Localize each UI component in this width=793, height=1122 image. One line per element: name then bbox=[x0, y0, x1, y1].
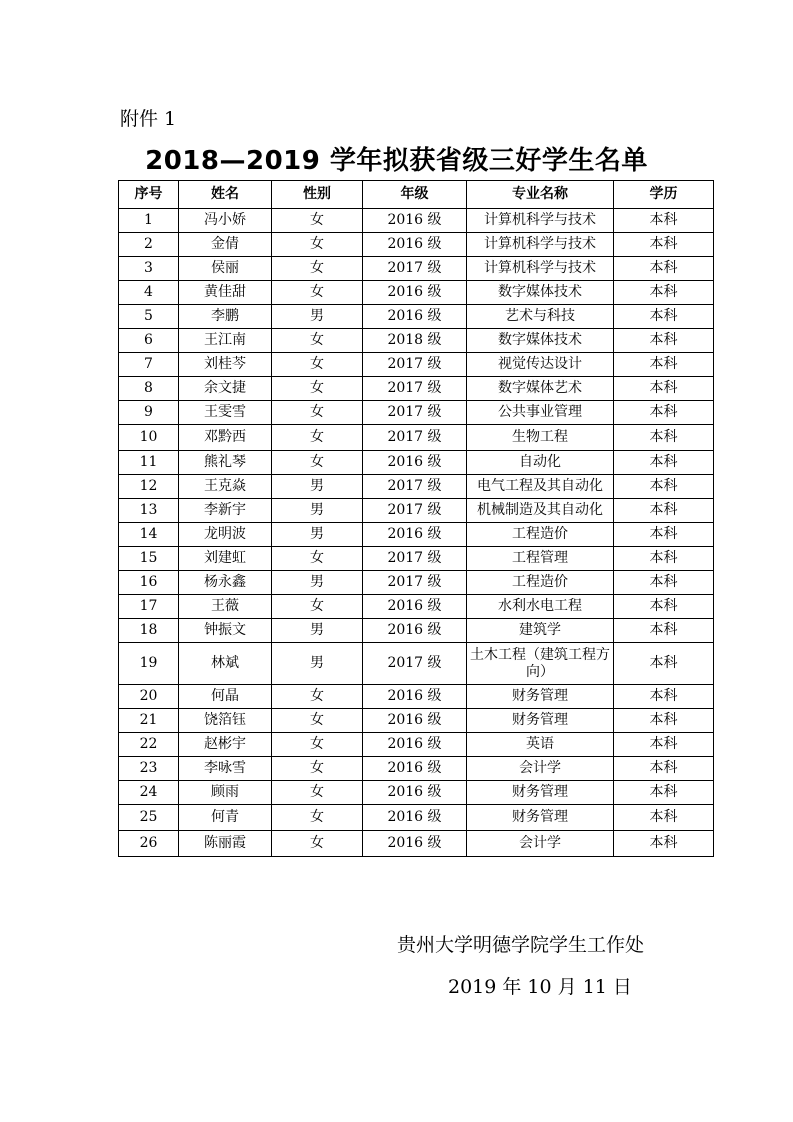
document-title: 2018—2019 学年拟获省级三好学生名单 bbox=[145, 146, 648, 176]
cell-index: 17 bbox=[119, 595, 179, 619]
cell-gender: 女 bbox=[272, 329, 363, 353]
cell-degree: 本科 bbox=[614, 209, 714, 233]
cell-degree: 本科 bbox=[614, 329, 714, 353]
cell-grade: 2016 级 bbox=[363, 805, 467, 831]
cell-index: 7 bbox=[119, 353, 179, 377]
cell-grade: 2016 级 bbox=[363, 281, 467, 305]
cell-index: 25 bbox=[119, 805, 179, 831]
cell-index: 11 bbox=[119, 451, 179, 475]
header-grade: 年级 bbox=[363, 181, 467, 209]
cell-degree: 本科 bbox=[614, 547, 714, 571]
table-row bbox=[119, 709, 714, 733]
cell-index: 5 bbox=[119, 305, 179, 329]
cell-major: 机械制造及其自动化 bbox=[467, 499, 614, 523]
cell-degree: 本科 bbox=[614, 233, 714, 257]
cell-grade: 2016 级 bbox=[363, 595, 467, 619]
cell-major: 公共事业管理 bbox=[467, 401, 614, 425]
table-row bbox=[119, 401, 714, 425]
cell-degree: 本科 bbox=[614, 425, 714, 451]
cell-name: 陈丽霞 bbox=[179, 831, 272, 857]
cell-major: 会计学 bbox=[467, 757, 614, 781]
cell-grade: 2017 级 bbox=[363, 499, 467, 523]
cell-grade: 2017 级 bbox=[363, 547, 467, 571]
cell-gender: 女 bbox=[272, 401, 363, 425]
cell-major: 艺术与科技 bbox=[467, 305, 614, 329]
cell-gender: 女 bbox=[272, 831, 363, 857]
cell-gender: 女 bbox=[272, 685, 363, 709]
cell-index: 22 bbox=[119, 733, 179, 757]
cell-gender: 男 bbox=[272, 571, 363, 595]
table-row bbox=[119, 805, 714, 831]
table-row bbox=[119, 425, 714, 451]
table-body bbox=[119, 209, 714, 857]
cell-degree: 本科 bbox=[614, 401, 714, 425]
cell-gender: 男 bbox=[272, 619, 363, 643]
cell-degree: 本科 bbox=[614, 733, 714, 757]
cell-gender: 男 bbox=[272, 643, 363, 685]
cell-grade: 2016 级 bbox=[363, 233, 467, 257]
cell-major: 数字媒体技术 bbox=[467, 281, 614, 305]
cell-major: 工程造价 bbox=[467, 523, 614, 547]
table-row bbox=[119, 377, 714, 401]
cell-major: 生物工程 bbox=[467, 425, 614, 451]
cell-degree: 本科 bbox=[614, 571, 714, 595]
table-row bbox=[119, 733, 714, 757]
cell-gender: 女 bbox=[272, 781, 363, 805]
cell-degree: 本科 bbox=[614, 281, 714, 305]
table-row bbox=[119, 499, 714, 523]
cell-index: 9 bbox=[119, 401, 179, 425]
cell-major: 财务管理 bbox=[467, 781, 614, 805]
cell-index: 18 bbox=[119, 619, 179, 643]
cell-grade: 2016 级 bbox=[363, 685, 467, 709]
cell-name: 李新宇 bbox=[179, 499, 272, 523]
table-row bbox=[119, 643, 714, 685]
cell-name: 黄佳甜 bbox=[179, 281, 272, 305]
cell-gender: 女 bbox=[272, 733, 363, 757]
cell-name: 赵彬宇 bbox=[179, 733, 272, 757]
table-row bbox=[119, 781, 714, 805]
table-row bbox=[119, 831, 714, 857]
cell-name: 刘桂芩 bbox=[179, 353, 272, 377]
table-row bbox=[119, 619, 714, 643]
cell-major: 工程管理 bbox=[467, 547, 614, 571]
cell-major: 水利水电工程 bbox=[467, 595, 614, 619]
cell-index: 21 bbox=[119, 709, 179, 733]
table-header-row bbox=[119, 181, 714, 209]
cell-gender: 女 bbox=[272, 451, 363, 475]
cell-index: 26 bbox=[119, 831, 179, 857]
cell-major: 英语 bbox=[467, 733, 614, 757]
cell-name: 侯丽 bbox=[179, 257, 272, 281]
cell-degree: 本科 bbox=[614, 353, 714, 377]
cell-grade: 2016 级 bbox=[363, 619, 467, 643]
table-row bbox=[119, 451, 714, 475]
cell-index: 23 bbox=[119, 757, 179, 781]
table-row bbox=[119, 257, 714, 281]
cell-gender: 女 bbox=[272, 547, 363, 571]
cell-name: 王江南 bbox=[179, 329, 272, 353]
cell-gender: 男 bbox=[272, 475, 363, 499]
cell-name: 余文捷 bbox=[179, 377, 272, 401]
cell-name: 王雯雪 bbox=[179, 401, 272, 425]
cell-grade: 2016 级 bbox=[363, 781, 467, 805]
cell-index: 8 bbox=[119, 377, 179, 401]
cell-gender: 女 bbox=[272, 209, 363, 233]
cell-gender: 男 bbox=[272, 305, 363, 329]
cell-name: 李咏雪 bbox=[179, 757, 272, 781]
cell-degree: 本科 bbox=[614, 643, 714, 685]
cell-gender: 女 bbox=[272, 281, 363, 305]
cell-index: 4 bbox=[119, 281, 179, 305]
cell-name: 龙明波 bbox=[179, 523, 272, 547]
cell-grade: 2016 级 bbox=[363, 209, 467, 233]
cell-gender: 女 bbox=[272, 709, 363, 733]
cell-index: 24 bbox=[119, 781, 179, 805]
issuing-organization: 贵州大学明德学院学生工作处 bbox=[397, 934, 645, 956]
cell-grade: 2016 级 bbox=[363, 709, 467, 733]
cell-grade: 2017 级 bbox=[363, 643, 467, 685]
cell-name: 杨永鑫 bbox=[179, 571, 272, 595]
table-row bbox=[119, 475, 714, 499]
cell-degree: 本科 bbox=[614, 619, 714, 643]
cell-name: 王薇 bbox=[179, 595, 272, 619]
cell-index: 19 bbox=[119, 643, 179, 685]
table-row bbox=[119, 757, 714, 781]
cell-major: 自动化 bbox=[467, 451, 614, 475]
cell-major: 建筑学 bbox=[467, 619, 614, 643]
cell-name: 邓黔西 bbox=[179, 425, 272, 451]
cell-degree: 本科 bbox=[614, 685, 714, 709]
issue-date: 2019 年 10 月 11 日 bbox=[448, 976, 632, 998]
table-row bbox=[119, 209, 714, 233]
cell-degree: 本科 bbox=[614, 709, 714, 733]
cell-index: 14 bbox=[119, 523, 179, 547]
cell-gender: 女 bbox=[272, 353, 363, 377]
cell-grade: 2017 级 bbox=[363, 353, 467, 377]
cell-name: 何晶 bbox=[179, 685, 272, 709]
cell-major: 财务管理 bbox=[467, 805, 614, 831]
cell-major: 会计学 bbox=[467, 831, 614, 857]
cell-major: 财务管理 bbox=[467, 709, 614, 733]
cell-grade: 2017 级 bbox=[363, 571, 467, 595]
cell-grade: 2016 级 bbox=[363, 523, 467, 547]
student-list-table bbox=[118, 180, 714, 857]
cell-major: 计算机科学与技术 bbox=[467, 257, 614, 281]
table-row bbox=[119, 281, 714, 305]
header-gender: 性别 bbox=[272, 181, 363, 209]
header-index: 序号 bbox=[119, 181, 179, 209]
cell-grade: 2017 级 bbox=[363, 377, 467, 401]
cell-index: 12 bbox=[119, 475, 179, 499]
cell-major: 财务管理 bbox=[467, 685, 614, 709]
cell-degree: 本科 bbox=[614, 595, 714, 619]
cell-name: 何青 bbox=[179, 805, 272, 831]
cell-name: 金倩 bbox=[179, 233, 272, 257]
cell-name: 饶箔钰 bbox=[179, 709, 272, 733]
cell-grade: 2016 级 bbox=[363, 757, 467, 781]
table-row bbox=[119, 233, 714, 257]
cell-gender: 女 bbox=[272, 595, 363, 619]
cell-degree: 本科 bbox=[614, 805, 714, 831]
table-row bbox=[119, 353, 714, 377]
table-row bbox=[119, 305, 714, 329]
cell-major: 土木工程（建筑工程方向） bbox=[467, 643, 614, 685]
cell-grade: 2018 级 bbox=[363, 329, 467, 353]
cell-degree: 本科 bbox=[614, 757, 714, 781]
cell-index: 16 bbox=[119, 571, 179, 595]
cell-grade: 2016 级 bbox=[363, 733, 467, 757]
cell-grade: 2017 级 bbox=[363, 475, 467, 499]
cell-grade: 2017 级 bbox=[363, 401, 467, 425]
cell-grade: 2017 级 bbox=[363, 425, 467, 451]
cell-index: 2 bbox=[119, 233, 179, 257]
table-row bbox=[119, 547, 714, 571]
cell-index: 10 bbox=[119, 425, 179, 451]
cell-degree: 本科 bbox=[614, 475, 714, 499]
cell-gender: 女 bbox=[272, 425, 363, 451]
cell-index: 15 bbox=[119, 547, 179, 571]
table-row bbox=[119, 523, 714, 547]
cell-degree: 本科 bbox=[614, 451, 714, 475]
cell-grade: 2016 级 bbox=[363, 305, 467, 329]
cell-name: 林斌 bbox=[179, 643, 272, 685]
header-name: 姓名 bbox=[179, 181, 272, 209]
cell-gender: 男 bbox=[272, 523, 363, 547]
cell-name: 冯小娇 bbox=[179, 209, 272, 233]
cell-major: 计算机科学与技术 bbox=[467, 209, 614, 233]
cell-degree: 本科 bbox=[614, 305, 714, 329]
cell-index: 20 bbox=[119, 685, 179, 709]
cell-degree: 本科 bbox=[614, 831, 714, 857]
table-row bbox=[119, 595, 714, 619]
cell-index: 6 bbox=[119, 329, 179, 353]
cell-name: 顾雨 bbox=[179, 781, 272, 805]
cell-major: 工程造价 bbox=[467, 571, 614, 595]
table-row bbox=[119, 571, 714, 595]
cell-index: 3 bbox=[119, 257, 179, 281]
cell-index: 1 bbox=[119, 209, 179, 233]
cell-name: 熊礼琴 bbox=[179, 451, 272, 475]
cell-major: 电气工程及其自动化 bbox=[467, 475, 614, 499]
cell-grade: 2016 级 bbox=[363, 831, 467, 857]
cell-degree: 本科 bbox=[614, 523, 714, 547]
header-major: 专业名称 bbox=[467, 181, 614, 209]
cell-grade: 2016 级 bbox=[363, 451, 467, 475]
cell-gender: 女 bbox=[272, 805, 363, 831]
cell-grade: 2017 级 bbox=[363, 257, 467, 281]
cell-major: 数字媒体艺术 bbox=[467, 377, 614, 401]
attachment-label: 附件 1 bbox=[120, 108, 177, 130]
cell-name: 钟振文 bbox=[179, 619, 272, 643]
cell-name: 王克焱 bbox=[179, 475, 272, 499]
cell-index: 13 bbox=[119, 499, 179, 523]
cell-gender: 女 bbox=[272, 257, 363, 281]
cell-degree: 本科 bbox=[614, 257, 714, 281]
cell-major: 数字媒体技术 bbox=[467, 329, 614, 353]
cell-gender: 女 bbox=[272, 757, 363, 781]
cell-degree: 本科 bbox=[614, 499, 714, 523]
table-row bbox=[119, 685, 714, 709]
cell-degree: 本科 bbox=[614, 781, 714, 805]
cell-degree: 本科 bbox=[614, 377, 714, 401]
header-degree: 学历 bbox=[614, 181, 714, 209]
cell-gender: 女 bbox=[272, 233, 363, 257]
cell-gender: 男 bbox=[272, 499, 363, 523]
table-row bbox=[119, 329, 714, 353]
cell-major: 计算机科学与技术 bbox=[467, 233, 614, 257]
cell-name: 刘建虹 bbox=[179, 547, 272, 571]
cell-gender: 女 bbox=[272, 377, 363, 401]
cell-major: 视觉传达设计 bbox=[467, 353, 614, 377]
cell-name: 李鹏 bbox=[179, 305, 272, 329]
